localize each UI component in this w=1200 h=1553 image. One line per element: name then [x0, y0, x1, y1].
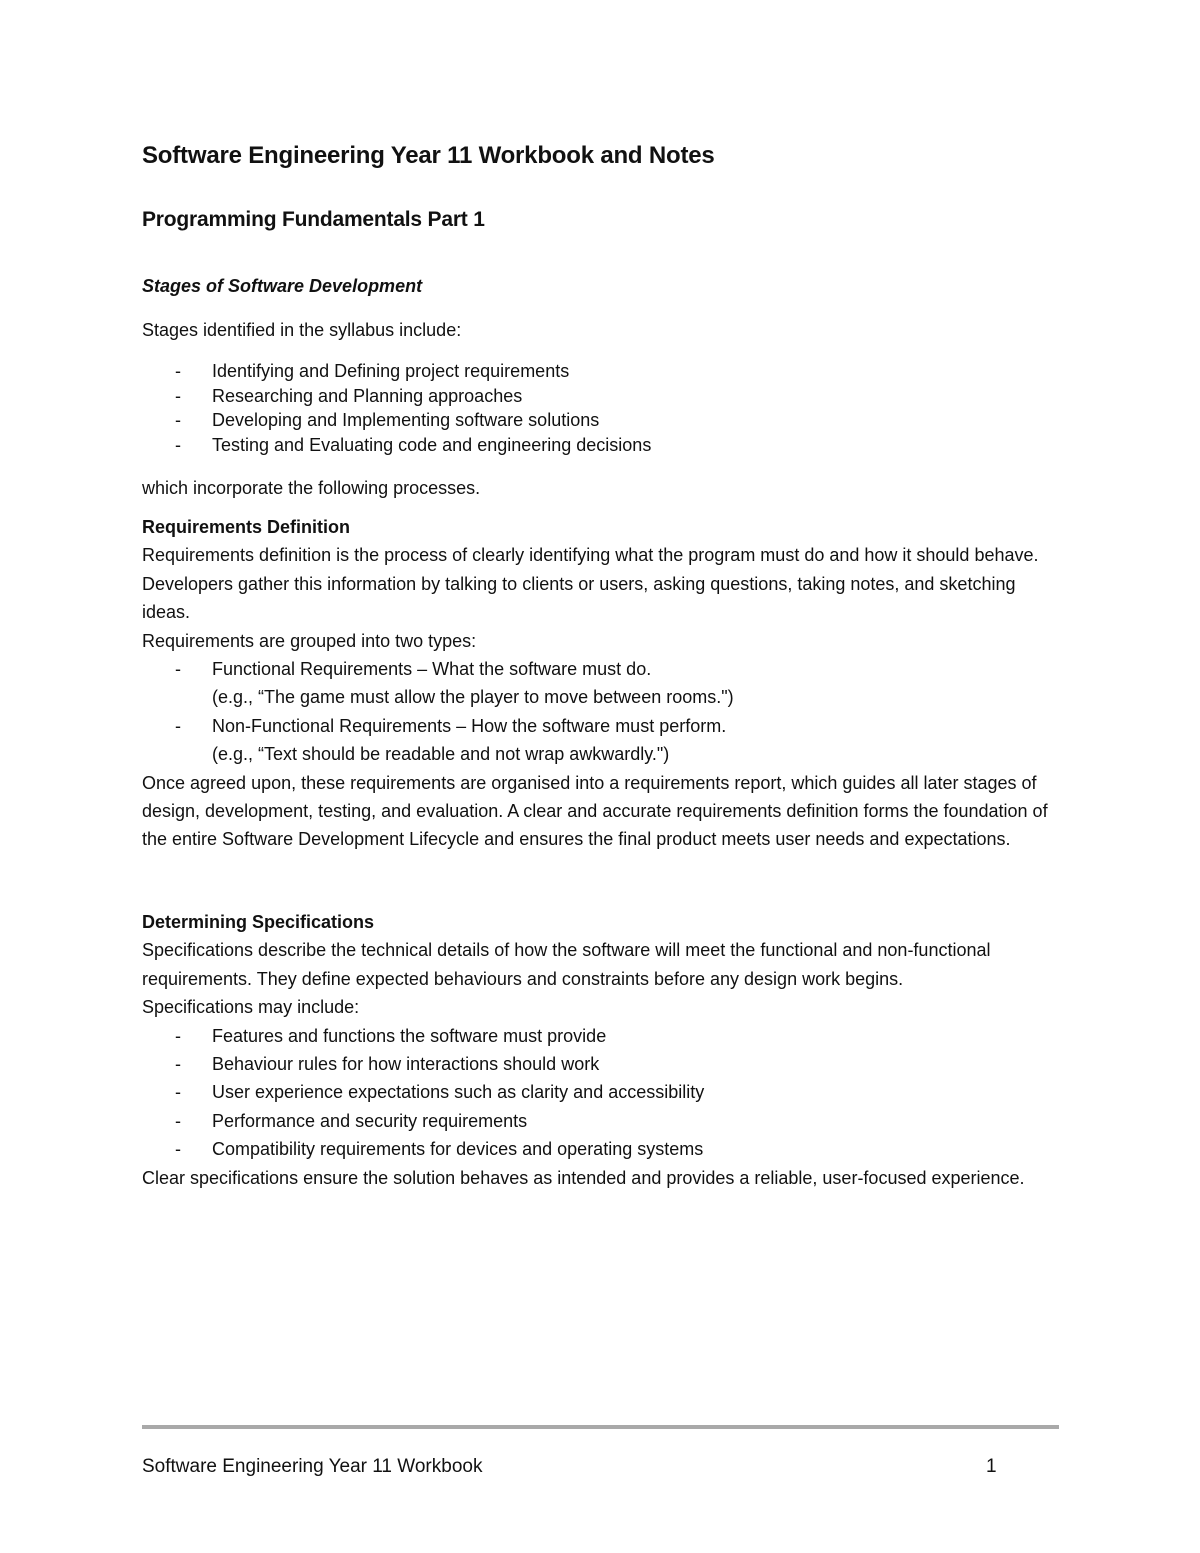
bullet-dash: - [175, 715, 181, 736]
specifications-heading: Determining Specifications [142, 912, 375, 932]
specifications-list-intro: Specifications may include: [142, 997, 360, 1018]
bullet-dash: - [175, 1054, 181, 1075]
bullet-dash: - [175, 1110, 181, 1131]
requirements-section [142, 513, 1062, 854]
list-item: - Behaviour rules for how interactions should work [142, 1050, 1062, 1078]
bullet-dash: - [175, 435, 181, 456]
list-item: - Testing and Evaluating code and engineering decisions [142, 433, 1062, 458]
list-item: - Features and functions the software must provide [142, 1022, 1062, 1050]
requirements-paragraph-1: Requirements definition is the process of clearly identifying what the program must do and how it should behave. Developers gather this information by talking to clients or users, asking questions, taking notes, and sketching ideas. [142, 545, 1039, 623]
list-item: - Compatibility requirements for devices and operating systems [142, 1135, 1062, 1163]
list-item: - Performance and security requirements [142, 1107, 1062, 1135]
list-item-example: (e.g., “Text should be readable and not wrap awkwardly.") [212, 744, 670, 765]
list-item: - Researching and Planning approaches [142, 384, 1062, 409]
list-item: - Developing and Implementing software solutions [142, 408, 1062, 433]
bullet-dash: - [175, 361, 181, 381]
stages-outro: which incorporate the following processes. [142, 478, 481, 498]
bullet-dash: - [175, 659, 181, 680]
requirements-heading: Requirements Definition [142, 517, 351, 537]
list-item-example: (e.g., “The game must allow the player to move between rooms.") [212, 687, 734, 708]
specifications-section [142, 908, 1062, 1192]
footer-title: Software Engineering Year 11 Workbook [142, 1456, 483, 1477]
specifications-paragraph-2: Clear specifications ensure the solution behaves as intended and provides a reliable, user-focused experience. [142, 1167, 1025, 1188]
list-item: - Functional Requirements – What the software must do. [142, 655, 1062, 683]
footer-divider [142, 1425, 1059, 1429]
bullet-dash: - [175, 1139, 181, 1160]
requirements-types-intro: Requirements are grouped into two types: [142, 630, 477, 651]
list-item: - User experience expectations such as clarity and accessibility [142, 1078, 1062, 1106]
bullet-dash: - [175, 1082, 181, 1103]
list-item: - Non-Functional Requirements – How the software must perform. [142, 712, 1062, 740]
bullet-dash: - [175, 410, 181, 431]
page-number: 1 [986, 1456, 997, 1477]
requirements-paragraph-2: Once agreed upon, these requirements are organised into a requirements report, which guides all later stages of design, development, testing, and evaluation. A clear and accurate requirements definition forms the foundation of the entire Software Development Lifecycle and ensures the final product meets user needs and expectations. [142, 772, 1048, 850]
bullet-dash: - [175, 1025, 181, 1046]
bullet-dash: - [175, 385, 181, 406]
stages-intro: Stages identified in the syllabus include: [142, 320, 462, 340]
document-title: Software Engineering Year 11 Workbook and Notes [142, 142, 715, 169]
list-item: - Identifying and Defining project requirements [142, 359, 1062, 384]
specifications-paragraph-1: Specifications describe the technical details of how the software will meet the functional and non-functional requirements. They define expected behaviours and constraints before any design work begins. [142, 940, 991, 989]
section-heading: Stages of Software Development [142, 276, 423, 296]
document-subtitle: Programming Fundamentals Part 1 [142, 208, 485, 231]
stages-list [142, 359, 1062, 458]
